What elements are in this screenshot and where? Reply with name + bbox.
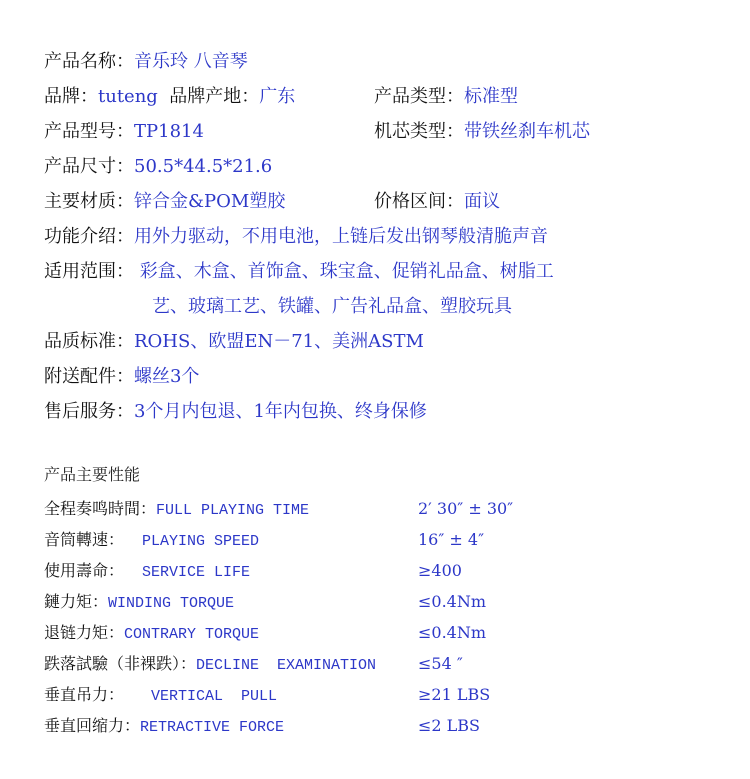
spec-label: 音筒轉速： [44, 530, 125, 549]
info-label: 价格区间： [374, 191, 464, 212]
info-value: 音乐玲 八音琴 [134, 51, 248, 72]
spec-label: 使用壽命： [44, 561, 125, 580]
info-row-usage-continued [44, 289, 734, 324]
spec-label-en: RETRACTIVE FORCE [140, 719, 285, 736]
info-row-accessories [44, 359, 734, 394]
info-value: 艺、玻璃工艺、铁罐、广告礼品盒、塑胶玩具 [152, 296, 512, 317]
spec-row [44, 524, 734, 555]
info-value: ROHS、欧盟EN－71、美洲ASTM [134, 331, 424, 352]
info-label: 附送配件： [44, 366, 134, 387]
spec-value: ≤54 ″ [418, 654, 463, 673]
spec-value: ≥21 LBS [418, 685, 491, 704]
spec-value: 2′ 30″ ± 30″ [418, 499, 514, 518]
info-label: 品质标准： [44, 331, 134, 352]
info-row-function [44, 219, 734, 254]
info-value: 用外力驱动，不用电池，上链后发出钢琴般清脆声音 [134, 226, 548, 247]
spec-label-en: DECLINE EXAMINATION [196, 657, 377, 674]
spec-row [44, 555, 734, 586]
info-label: 产品型号： [44, 121, 134, 142]
spec-label: 跌落試驗（非裸跌）： [44, 654, 197, 673]
spec-row [44, 679, 734, 710]
spec-row [44, 648, 734, 679]
info-value: 广东 [259, 86, 296, 107]
spec-label: 垂直吊力： [44, 685, 125, 704]
info-row-service [44, 394, 734, 429]
info-label: 机芯类型： [374, 121, 464, 142]
info-value: 锌合金&POM塑胶 [134, 191, 286, 212]
info-label: 产品名称： [44, 51, 134, 72]
spec-label-en: WINDING TORQUE [108, 595, 235, 612]
spec-value: ≤0.4Nm [418, 623, 487, 642]
info-label: 品牌： [44, 86, 98, 107]
spec-label: 鏈力矩： [44, 592, 109, 611]
spec-row [44, 586, 734, 617]
info-value: tuteng [98, 86, 158, 107]
info-cell-movement [374, 114, 590, 149]
info-value: 带铁丝刹车机芯 [464, 121, 590, 142]
info-row-brand [44, 79, 734, 114]
info-value: TP1814 [134, 121, 204, 142]
info-label: 功能介绍： [44, 226, 134, 247]
spec-label: 全程奏鸣時間： [44, 499, 157, 518]
spec-row [44, 710, 734, 741]
spec-label-en: VERTICAL PULL [124, 688, 278, 705]
spec-value: 16″ ± 4″ [418, 530, 485, 549]
info-label: 适用范围： [44, 261, 134, 282]
spec-value: ≥400 [418, 561, 462, 580]
info-label: 售后服务： [44, 401, 134, 422]
info-row-model [44, 114, 734, 149]
info-cell-type [374, 79, 518, 114]
spec-label-en: CONTRARY TORQUE [124, 626, 260, 643]
product-info [44, 44, 734, 429]
info-value: 螺丝3个 [134, 366, 200, 387]
info-label: 产品尺寸： [44, 156, 134, 177]
performance-specs [44, 462, 734, 741]
spec-label-en: FULL PLAYING TIME [156, 502, 310, 519]
info-label: 主要材质： [44, 191, 134, 212]
spec-value: ≤2 LBS [418, 716, 481, 735]
spec-label: 垂直回缩力： [44, 716, 141, 735]
info-label: 产品类型： [374, 86, 464, 107]
info-value: 50.5*44.5*21.6 [134, 156, 273, 177]
spec-label-en: PLAYING SPEED [124, 533, 260, 550]
info-value: 标准型 [464, 86, 518, 107]
info-value: 面议 [464, 191, 500, 212]
info-row-standard [44, 324, 734, 359]
info-row-usage [44, 254, 734, 289]
spec-row [44, 617, 734, 648]
spec-value: ≤0.4Nm [418, 592, 487, 611]
specs-title: 产品主要性能 [44, 465, 141, 484]
spec-label: 退链力矩： [44, 623, 125, 642]
spec-row [44, 493, 734, 524]
info-row-size [44, 149, 734, 184]
info-value: 3个月内包退、1年内包换、终身保修 [134, 401, 427, 422]
info-row-material [44, 184, 734, 219]
info-cell-price [374, 184, 500, 219]
info-value: 彩盒、木盒、首饰盒、珠宝盒、促销礼品盒、树脂工 [134, 261, 554, 282]
spec-label-en: SERVICE LIFE [124, 564, 251, 581]
info-label: 品牌产地： [169, 86, 260, 107]
info-row-name [44, 44, 734, 79]
